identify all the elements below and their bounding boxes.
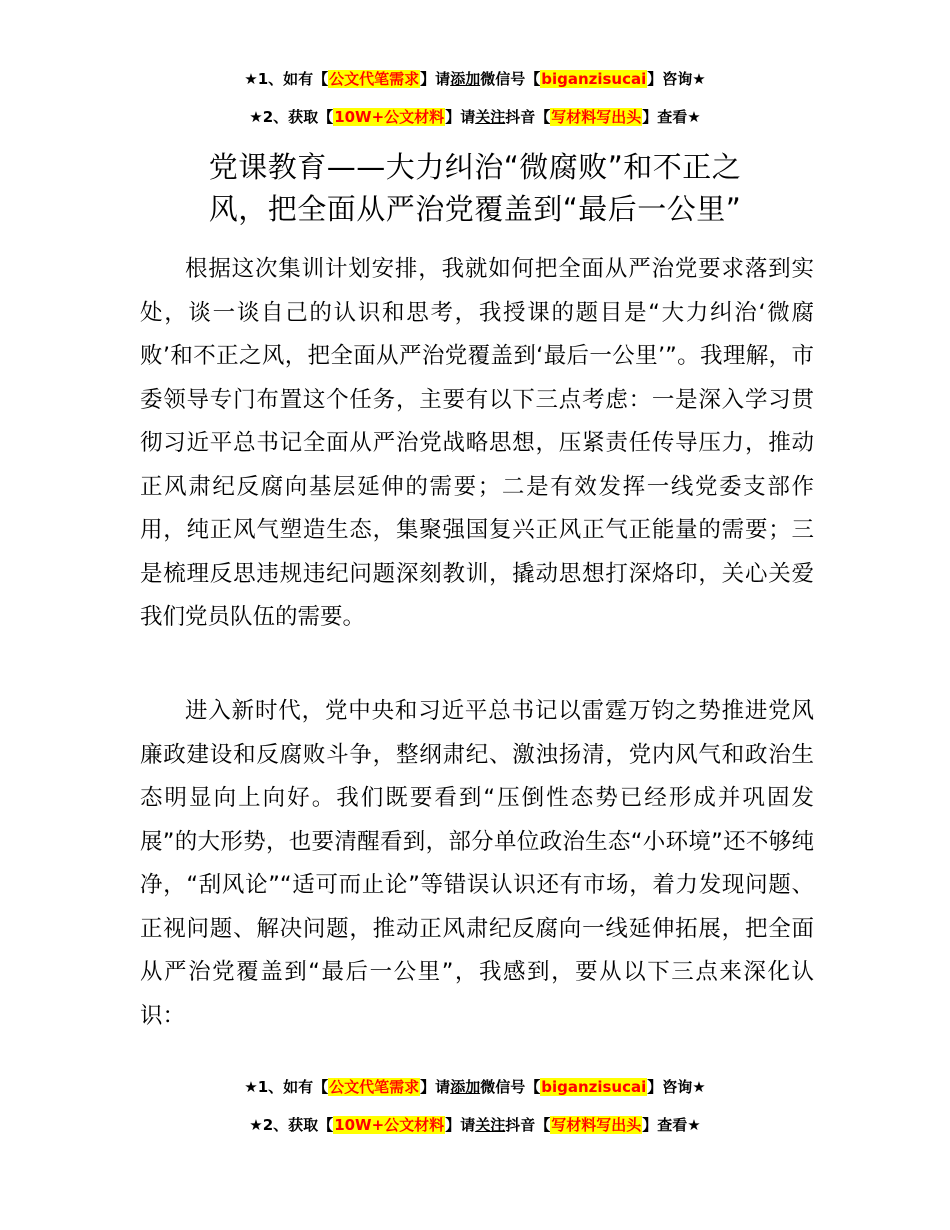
promo-douyin-id: 写材料写出头 xyxy=(551,1116,642,1134)
promo-prefix: ★1、如有【 xyxy=(244,70,329,88)
promo-text: 】请 xyxy=(445,108,476,126)
promo-text: 】请 xyxy=(445,1116,476,1134)
promo-douyin-id: 写材料写出头 xyxy=(551,108,642,126)
promo-underlined: 关注 xyxy=(475,1116,506,1134)
promo-text: 抖音【 xyxy=(505,108,551,126)
promo-text: 】请 xyxy=(420,70,451,88)
promo-wechat-id: biganzisucai xyxy=(541,70,647,88)
promo-highlight: 公文代笔需求 xyxy=(329,1078,420,1096)
promo-text: 抖音【 xyxy=(505,1116,551,1134)
promo-text: 微信号【 xyxy=(480,1078,541,1096)
body-paragraph-2: 进入新时代，党中央和习近平总书记以雷霆万钧之势推进党风廉政建设和反腐败斗争，整纲肃纪、激浊扬清，党内风气和政治生态明显向上向好。我们既要看到“压倒性态势已经形成并巩固发展”的大形势，也要清醒看到，部分单位政治生态“小环境”还不够纯净，“刮风论”“适可而止论”等错误认识还有市场，着力发现问题、正视问题、解决问题，推动正风肃纪反腐向一线延伸拓展，把全面从严治党覆盖到“最后一公里”，我感到，要从以下三点来深化认识： xyxy=(140,698,814,1029)
body-paragraph-1: 根据这次集训计划安排，我就如何把全面从严治党要求落到实处，谈一谈自己的认识和思考，我授课的题目是“大力纠治‘微腐败’和不正之风，把全面从严治党覆盖到‘最后一公里’”。我理解，市委领导专门布置这个任务，主要有以下三点考虑：一是深入学习贯彻习近平总书记全面从严治党战略思想，压紧责任传导压力，推动正风肃纪反腐向基层延伸的需要；二是有效发挥一线党委支部作用，纯正风气塑造生态，集聚强国复兴正风正气正能量的需要；三是梳理反思违规违纪问题深刻教训，撬动思想打深烙印，关心关爱我们党员队伍的需要。 xyxy=(140,256,814,630)
promo-highlight: 公文代笔需求 xyxy=(329,70,420,88)
footer-promo-line-1 xyxy=(0,1076,950,1098)
promo-prefix: ★1、如有【 xyxy=(244,1078,329,1096)
promo-text: 】请 xyxy=(420,1078,451,1096)
promo-underlined: 添加 xyxy=(450,70,481,88)
header-promo-line-2 xyxy=(0,106,950,128)
promo-prefix: ★2、获取【 xyxy=(249,1116,334,1134)
title-line-2: 风，把全面从严治党覆盖到“最后一公里” xyxy=(208,192,742,226)
header-promo-line-1 xyxy=(0,68,950,90)
promo-wechat-id: biganzisucai xyxy=(541,1078,647,1096)
promo-suffix: 】查看★ xyxy=(642,108,701,126)
promo-underlined: 添加 xyxy=(450,1078,481,1096)
promo-underlined: 关注 xyxy=(475,108,506,126)
document-title xyxy=(0,146,950,230)
promo-text: 微信号【 xyxy=(480,70,541,88)
footer-promo-line-2 xyxy=(0,1114,950,1136)
promo-suffix: 】咨询★ xyxy=(647,1078,706,1096)
promo-highlight: 10W+公文材料 xyxy=(334,1116,445,1134)
promo-prefix: ★2、获取【 xyxy=(249,108,334,126)
promo-suffix: 】查看★ xyxy=(642,1116,701,1134)
promo-suffix: 】咨询★ xyxy=(647,70,706,88)
title-line-1: 党课教育——大力纠治“微腐败”和不正之 xyxy=(208,150,742,184)
promo-highlight: 10W+公文材料 xyxy=(334,108,445,126)
